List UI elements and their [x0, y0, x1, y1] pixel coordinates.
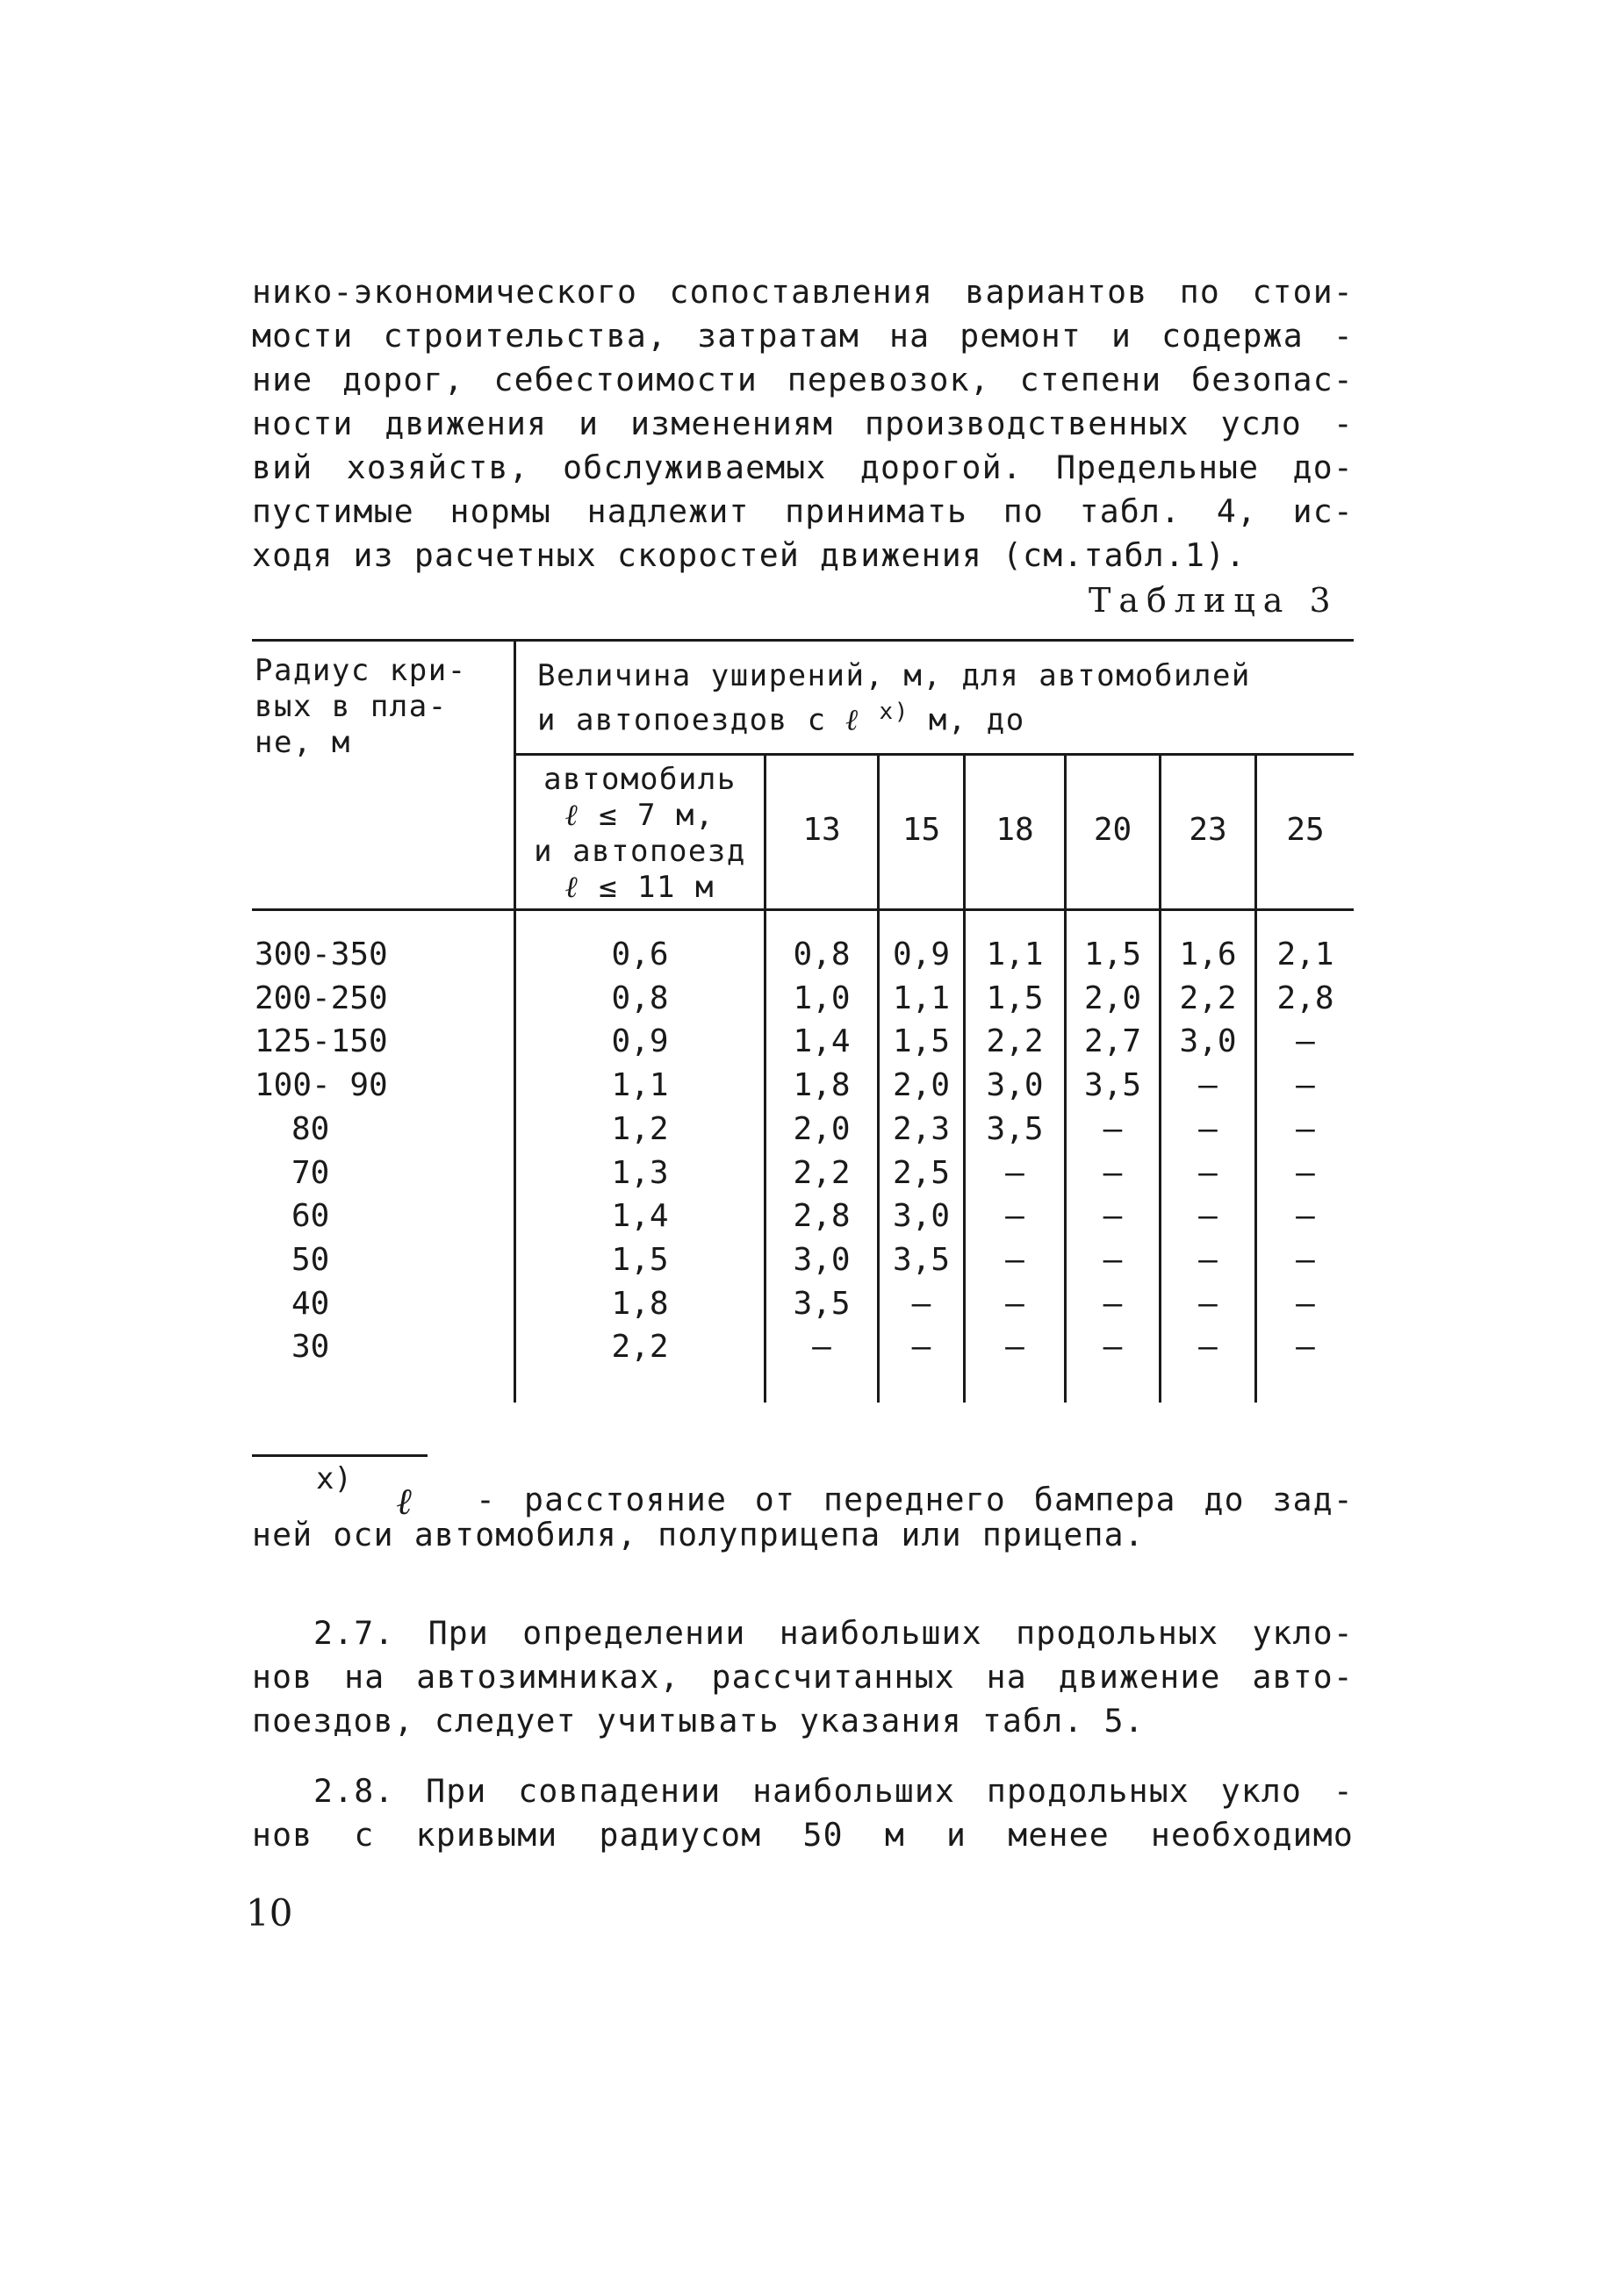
header-bottom-rule — [252, 908, 1354, 911]
table-cell: 1,5 — [1083, 936, 1142, 972]
length-col-header: 23 — [1189, 812, 1227, 848]
table-cell: – — [1296, 1067, 1315, 1103]
table-cell: 2,0 — [793, 1111, 851, 1147]
paragraph-line: нов на автозимниках, рассчитанных на движение авто- — [252, 1658, 1354, 1696]
table-cell: 1,2 — [611, 1111, 669, 1147]
table-cell: 0,6 — [611, 936, 669, 972]
table-cell: – — [911, 1286, 931, 1322]
table-cell: 1,3 — [611, 1155, 669, 1191]
footnote-text — [252, 1478, 1354, 1557]
span-header: Величина уширений, м, для автомобилей и автопоездов с ℓ $^{х)}$ м, до — [537, 658, 1251, 738]
table-cell: – — [1296, 1111, 1315, 1147]
paragraph-line: нов с кривыми радиусом 50 м и менее необходимо — [252, 1816, 1354, 1854]
table-cell: – — [1296, 1242, 1315, 1278]
footnote-line: - расстояние от переднего бампера до зад- — [476, 1481, 1354, 1518]
table-cell: – — [1198, 1286, 1218, 1322]
table-cell: 0,9 — [892, 936, 951, 972]
footnote-rule — [252, 1454, 428, 1457]
paragraph-line: 2.7. При определении наибольших продольных укло- — [313, 1614, 1354, 1652]
table-cell: 2,3 — [892, 1111, 951, 1147]
table-cell: 1,1 — [892, 980, 951, 1016]
table-cell: 3,0 — [1179, 1023, 1237, 1059]
header-split-rule — [515, 753, 1354, 756]
table-cell: 3,5 — [986, 1111, 1044, 1147]
table-cell: – — [1296, 1286, 1315, 1322]
table-cell: 2,2 — [611, 1329, 669, 1365]
table-cell: 1,1 — [986, 936, 1044, 972]
paragraph-line: поездов, следует учитывать указания табл. 5. — [252, 1702, 1145, 1740]
table-cell: 1,4 — [611, 1198, 669, 1234]
table-cell: 3,5 — [793, 1286, 851, 1322]
radius-header: Радиус кри- вых в пла- не, м — [255, 653, 467, 760]
intro-line: мости строительства, затратам на ремонт и содержа - — [252, 317, 1354, 355]
row-radius: 70 — [291, 1155, 330, 1191]
intro-line: ности движения и изменениям производственных усло - — [252, 405, 1354, 442]
table-cell: – — [812, 1329, 831, 1365]
table-cell: 1,5 — [986, 980, 1044, 1016]
table-cell: 0,8 — [793, 936, 851, 972]
table-cell: – — [1103, 1155, 1123, 1191]
car-col-header: автомобиль ℓ ≤ 7 м, и автопоезд ℓ ≤ 11 м — [534, 762, 746, 905]
row-radius: 300-350 — [255, 936, 388, 972]
length-col-header: 20 — [1093, 812, 1132, 848]
intro-line: ходя из расчетных скоростей движения (см.табл.1). — [252, 536, 1247, 574]
table-cell: 2,2 — [1179, 980, 1237, 1016]
table-cell: – — [1103, 1198, 1123, 1234]
table-cell: – — [1198, 1242, 1218, 1278]
row-radius: 100- 90 — [255, 1067, 388, 1103]
table-cell: – — [1005, 1329, 1024, 1365]
table-cell: – — [911, 1329, 931, 1365]
table-top-rule — [252, 639, 1354, 642]
table-cell: 2,2 — [986, 1023, 1044, 1059]
table-cell: – — [1005, 1242, 1024, 1278]
footnote-length-symbol: ℓ — [397, 1480, 413, 1523]
table-cell: – — [1296, 1023, 1315, 1059]
table-cell: 1,5 — [611, 1242, 669, 1278]
row-radius: 50 — [291, 1242, 330, 1278]
table-cell: – — [1103, 1286, 1123, 1322]
table-cell: 2,8 — [793, 1198, 851, 1234]
table-cell: 1,1 — [611, 1067, 669, 1103]
row-radius: 40 — [291, 1286, 330, 1322]
table-cell: – — [1198, 1067, 1218, 1103]
table-cell: – — [1198, 1155, 1218, 1191]
table-cell: 1,5 — [892, 1023, 951, 1059]
length-col-header: 18 — [995, 812, 1034, 848]
footnote-mark: х) — [316, 1461, 352, 1496]
table-cell: – — [1296, 1155, 1315, 1191]
table-cell: – — [1198, 1111, 1218, 1147]
paragraph-2-7 — [252, 1611, 1354, 1743]
intro-paragraph — [252, 270, 1354, 578]
length-col-header: 15 — [902, 812, 941, 848]
table-cell: 2,0 — [892, 1067, 951, 1103]
table-cell: – — [1198, 1329, 1218, 1365]
table-cell: 0,8 — [611, 980, 669, 1016]
table-cell: 2,0 — [1083, 980, 1142, 1016]
table-cell: 2,2 — [793, 1155, 851, 1191]
intro-line: нико-экономического сопоставления вариантов по стои- — [252, 273, 1354, 311]
table-caption: Таблица 3 — [1089, 581, 1339, 620]
table-cell: 1,0 — [793, 980, 851, 1016]
row-radius: 30 — [291, 1329, 330, 1365]
table-cell: – — [1005, 1198, 1024, 1234]
table-cell: 1,8 — [611, 1286, 669, 1322]
footnote-line: ней оси автомобиля, полуприцепа или прицепа. — [252, 1516, 1145, 1553]
row-radius: 125-150 — [255, 1023, 388, 1059]
table-cell: 1,8 — [793, 1067, 851, 1103]
row-radius: 80 — [291, 1111, 330, 1147]
table-cell: – — [1103, 1111, 1123, 1147]
intro-line: ние дорог, себестоимости перевозок, степени безопас- — [252, 361, 1354, 398]
table-cell: 2,5 — [892, 1155, 951, 1191]
paragraph-line: 2.8. При совпадении наибольших продольных укло - — [313, 1772, 1354, 1810]
table-cell: 3,0 — [892, 1198, 951, 1234]
length-symbol: ℓ — [845, 702, 860, 738]
row-radius: 60 — [291, 1198, 330, 1234]
intro-line: вий хозяйств, обслуживаемых дорогой. Предельные до- — [252, 448, 1354, 486]
table-cell: – — [1005, 1286, 1024, 1322]
table-cell: – — [1103, 1242, 1123, 1278]
table-cell: 3,0 — [793, 1242, 851, 1278]
table-cell: 2,1 — [1276, 936, 1334, 972]
table-cell: – — [1296, 1329, 1315, 1365]
length-col-header: 13 — [802, 812, 841, 848]
radius-col-rule — [514, 639, 516, 1403]
table-cell: 0,9 — [611, 1023, 669, 1059]
page-number: 10 — [246, 1891, 293, 1934]
table-cell: 1,6 — [1179, 936, 1237, 972]
table-cell: – — [1198, 1198, 1218, 1234]
table-cell: – — [1005, 1155, 1024, 1191]
row-radius: 200-250 — [255, 980, 388, 1016]
widening-table — [252, 639, 1354, 1403]
intro-line: пустимые нормы надлежит принимать по табл. 4, ис- — [252, 492, 1354, 530]
table-cell: 3,0 — [986, 1067, 1044, 1103]
table-cell: 1,4 — [793, 1023, 851, 1059]
table-cell: 3,5 — [1083, 1067, 1142, 1103]
table-cell: – — [1296, 1198, 1315, 1234]
paragraph-2-8 — [252, 1769, 1354, 1857]
table-cell: 2,7 — [1083, 1023, 1142, 1059]
length-col-header: 25 — [1286, 812, 1325, 848]
table-cell: 2,8 — [1276, 980, 1334, 1016]
table-cell: – — [1103, 1329, 1123, 1365]
table-cell: 3,5 — [892, 1242, 951, 1278]
